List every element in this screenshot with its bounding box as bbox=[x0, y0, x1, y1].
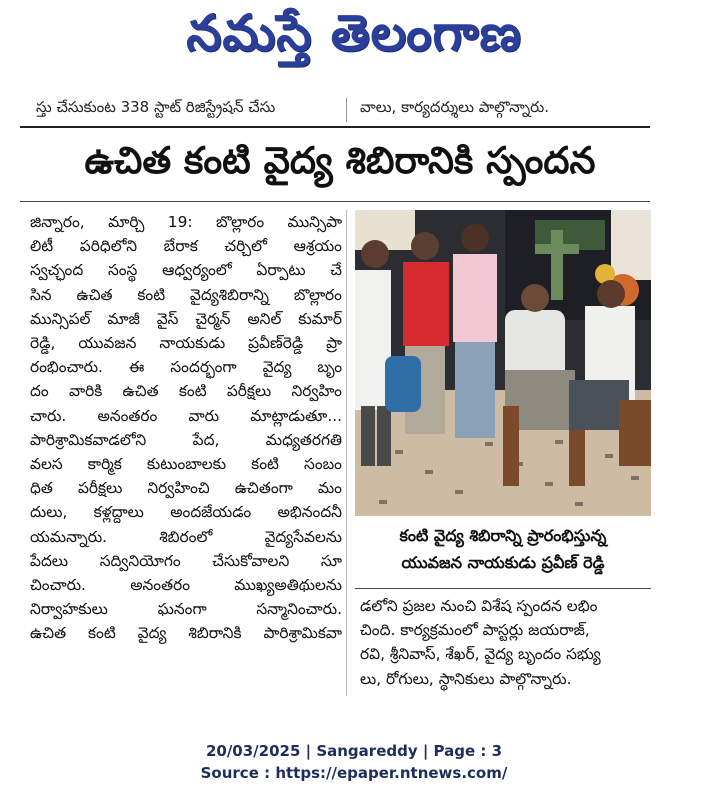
body-line: లు, రోగులు, స్థానికులు పాల్గొన్నారు. bbox=[360, 669, 572, 688]
body-line: యమన్నారు. శిబిరంలో వైద్యసేవలను bbox=[30, 527, 342, 546]
article-body-right-column bbox=[360, 594, 650, 704]
body-line: చింది. కార్యక్రమంలో పాస్టర్లు జయరాజ్, bbox=[360, 621, 590, 640]
body-line: వలస కార్మిక కుటుంబాలకు కంటి సంబం bbox=[30, 455, 342, 474]
body-line: డలోని ప్రజల నుంచి విశేష స్పందన లభిం bbox=[360, 597, 598, 615]
column-divider bbox=[346, 98, 347, 122]
body-line: నిర్వాహకులు ఘనంగా సన్మానించారు. bbox=[30, 600, 342, 619]
body-line: చించారు. అనంతరం ముఖ్యఅతిథులను bbox=[30, 576, 342, 595]
masthead-title: నమస్తే తెలంగాణ bbox=[186, 3, 522, 62]
body-line: ఉచిత కంటి వైద్య శిబిరానికి పారిశ్రామికవా bbox=[30, 624, 342, 643]
previous-article-right-fragment: వాలు, కార్యదర్శులు పాల్గొన్నారు. bbox=[360, 98, 550, 116]
body-line: సిన ఉచిత కంటి వైద్యశిబిరాన్ని బొల్లారం bbox=[30, 285, 342, 304]
photo-illustration bbox=[355, 210, 651, 516]
body-line: రెడ్డి, యువజన నాయకుడు ప్రవీణ్‌రెడ్డి ప్రా bbox=[30, 334, 342, 353]
caption-line: కంటి వైద్య శిబిరాన్ని ప్రారంభిస్తున్న bbox=[399, 526, 607, 545]
body-line: పారిశ్రామికవాడలోని పేద, మధ్యతరగతి bbox=[30, 430, 342, 449]
body-line: దం వారికి ఉచిత కంటి పరీక్షలు నిర్వహిం bbox=[30, 382, 342, 401]
column-divider bbox=[346, 210, 347, 696]
photo-caption bbox=[355, 522, 651, 584]
newspaper-masthead bbox=[0, 0, 708, 78]
body-line: రంభించారు. ఈ సందర్భంగా వైద్య బృం bbox=[30, 358, 342, 377]
headline-text: ఉచిత కంటి వైద్య శిబిరానికి స్పందన bbox=[84, 139, 596, 182]
previous-article-left-fragment: స్తు చేసుకుంట 338 స్టాట్ రిజిస్ట్రేషన్ చేసు bbox=[36, 98, 276, 116]
article-headline bbox=[0, 132, 680, 198]
body-line: చారు. అనంతరం వారు మాట్లాడుతూ... bbox=[30, 406, 342, 425]
previous-article-strip bbox=[0, 96, 708, 126]
headline-rule bbox=[20, 201, 650, 202]
footer-date-line: 20/03/2025 | Sangareddy | Page : 3 bbox=[205, 742, 503, 760]
article-paragraph bbox=[30, 210, 342, 646]
body-line: మున్సిపల్ మాజీ వైస్ చైర్మన్ అనిల్ కుమార్ bbox=[30, 309, 342, 328]
article-body-left-column bbox=[30, 210, 342, 696]
body-line: స్వచ్ఛంద సంస్థ ఆధ్వర్యంలో ఏర్పాటు చే bbox=[30, 261, 342, 280]
caption-rule bbox=[355, 588, 651, 589]
body-line: లిటీ పరిధిలోని బేరాక చర్చిలో ఆశ్రయం bbox=[30, 237, 342, 256]
section-rule bbox=[20, 126, 650, 128]
body-line: పేదలు సద్వినియోగం చేసుకోవాలని సూ bbox=[30, 551, 342, 570]
article-photo bbox=[355, 210, 651, 516]
clipping-footer bbox=[0, 740, 708, 784]
footer-source-line: Source : https://epaper.ntnews.com/ bbox=[200, 764, 508, 782]
body-line: రవి, శ్రీనివాస్, శేఖర్, వైద్య బృందం సభ్యు bbox=[360, 645, 601, 664]
body-line: జిన్నారం, మార్చి 19: బొల్లారం మున్సిపా bbox=[30, 213, 342, 231]
caption-line: యువజన నాయకుడు ప్రవీణ్ రెడ్డి bbox=[401, 553, 605, 572]
body-line: ధిత పరీక్షలు నిర్వహించి ఉచితంగా మం bbox=[30, 479, 342, 498]
body-line: దులు, కళ్లద్దాలు అందజేయడం అభినందనీ bbox=[30, 503, 342, 522]
